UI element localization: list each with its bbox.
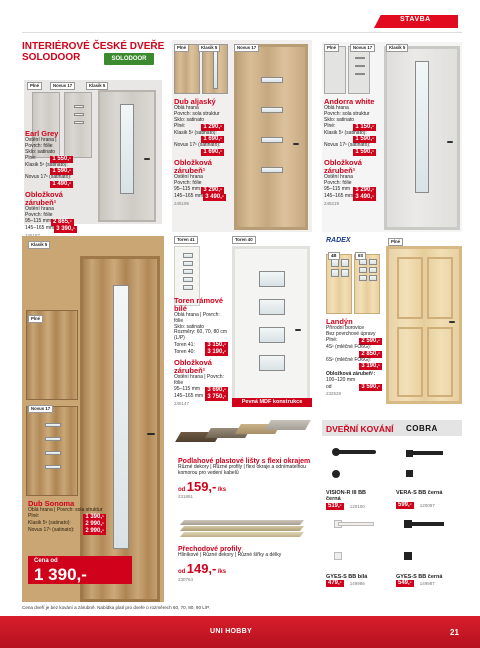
alysky-zar-desc-0: Ostění hrana [174,174,203,181]
alysky-code: 245195 [174,200,190,206]
andorra-door-plne [324,46,346,94]
alysky-zar-title: Obložková zárubeň¹ [174,158,212,176]
alysky-row-0-label: Plné: [174,123,186,130]
sonoma-price-box [28,556,132,584]
cobra-logo: COBRA [406,424,438,433]
landyn-label-1: 6S [355,252,366,260]
landyn-door-4b [326,254,352,314]
kovani-item-2-row [326,580,390,587]
kovani-item-1-price: 599,- [398,502,412,509]
landyn-zar-desc-0: 100–120 mm [326,377,356,384]
sonoma-row-2-price: 2 990,- [85,527,104,534]
alysky-zar-row-0-label: 95–115 mm [174,186,201,193]
profily-price-line [178,561,312,576]
listy-price-line [178,479,312,494]
andorra-row-1-label: Klasik 5¹ (satinato): [324,129,367,136]
andorra-info [324,98,376,206]
alysky-title: Dub aljaský [174,97,216,106]
landyn-row-0-label: Plné: [326,337,338,344]
earl-title: Earl Grey [25,129,59,138]
earl-row-2 [25,181,73,188]
earl-row-0-label: Plné: [25,155,37,162]
alysky-row-2-label: Novus 17¹ (satinato): [174,142,221,149]
page-subtitle: SOLODOOR [22,51,81,63]
andorra-door-klasik [384,46,460,230]
earl-row-0-price: 1 550,- [52,155,71,162]
landyn-row-1-price: 2 850,- [361,350,380,357]
landyn-zar-row-0-price: 3 590,- [361,384,380,391]
alysky-desc-2: Sklo: satinato [174,116,205,123]
andorra-label-0: Plné [324,44,339,52]
landyn-label-2: Plné [388,238,403,246]
toren-zar-title: Obložková zárubeň¹ [174,358,212,376]
landyn-title: Landýn [326,317,353,326]
toren-code: 245147 [174,400,190,406]
sonoma-label-0: Klasik 5 [28,241,50,249]
sonoma-door-plne [26,310,78,400]
toren-zar-desc-0: Ostění hrana | Povrch: fólie [174,373,224,386]
landyn-zar-row-0-label: od [326,383,332,390]
landyn-zar-row-0 [326,384,382,391]
alysky-desc-1: Povrch: sola struktur [174,110,220,117]
kovani-item-1 [396,490,460,509]
listy-desc-0: Různé dekory | Různé profily | flexi okraje a odnímatelnou [178,464,306,471]
alysky-zar-row-1 [174,194,224,201]
landyn-zar-title: Obložková zárubeň¹: [326,371,376,378]
sonoma-info [28,500,106,535]
alysky-row-0-price: 1 290,- [203,123,222,130]
kovani-handle-2 [326,516,386,572]
andorra-zar-row-0-label: 95–115 mm [324,186,351,193]
kovani-item-0-finish: černá [326,496,341,503]
toren-zar-row-0-price: 3 690,- [207,386,226,393]
toren-label-1: Toren 40 [232,236,256,244]
listy-code: 231861 [178,494,194,500]
alysky-label-0: Plné [174,44,189,52]
earl-zar-row-0-price: 2 865,- [53,218,72,225]
kovani-item-3 [396,574,460,587]
kovani-item-3-price: 549,- [398,580,412,587]
solodoor-logo [104,53,154,65]
earl-zar-row-1-label: 145–165 mm [25,225,55,232]
sonoma-title: Dub Sonoma [28,499,75,508]
earl-door-klasik [98,90,156,222]
toren-zar-row-1-price: 3 750,- [207,393,226,400]
category-label: STAVBA [400,16,431,23]
landyn-desc-0: Přírodní borovice [326,324,365,331]
alysky-zar-row-1-label: 145–165 mm [174,193,204,200]
kovani-handle-0 [326,446,386,486]
andorra-row-2 [324,149,376,156]
earl-zar-row-1-price: 3 390,- [56,225,75,232]
listy-price: 159,- [186,479,217,495]
landyn-label-0: 4B [328,252,340,260]
listy-prefix: od [178,487,186,494]
listy-title: Podlahové plastové lišty s flexi okrajem [178,458,311,465]
alysky-zar-desc-1: Povrch: fólie [174,179,202,186]
solodoor-logo-text: SOLODOOR [111,56,147,62]
sonoma-row-1-price: 2 990,- [85,520,104,527]
landyn-code: 232529 [326,391,342,397]
kovani-item-0-row [326,503,390,510]
listy-image [172,414,312,458]
andorra-row-2-label: Novus 17¹ (satinato): [324,142,371,149]
alysky-row-2-price: 1 690,- [203,149,222,156]
sonoma-row-2-label: Novus 17¹ (satinato): [28,527,75,534]
footer-brand: UNI HOBBY [210,628,252,635]
landyn-row-2-price: 3 190,- [361,363,380,370]
kovani-item-1-code: 120097 [419,503,435,509]
kovani-item-2-price: 479,- [328,580,342,587]
profily-price: 149,- [186,561,217,577]
sonoma-row-1-label: Klasik 5¹ (satinato): [28,520,71,527]
andorra-zar-row-0-price: 3 290,- [355,186,374,193]
kovani-item-3-name: GYES-S BB černá [396,574,443,580]
andorra-zar-title: Obložková zárubeň¹ [324,158,362,176]
profily-image [172,512,312,542]
footer-note: Cena dveří je bez kování a zárubně. Nabídka platí pro dveře o rozměrech 60, 70, 80, 90 L/P. [22,605,210,610]
sonoma-row-0-label: Plné: [28,513,40,520]
radex-logo: RADEX [326,237,351,244]
andorra-row-0-label: Plné: [324,123,336,130]
andorra-code: 245219 [324,200,340,206]
earl-row-1-price: 1 590,- [52,168,71,175]
toren-zar-row-1 [174,394,228,401]
toren-label-0: Toren 41 [174,236,198,244]
earl-zar-title: Obložková zárubeň¹ [25,190,63,208]
earl-zar-desc-0: Ostění hrana [25,206,54,213]
earl-row-2-label: Novus 17¹ (satinato): [25,174,72,181]
andorra-label-2: Klasik 5 [386,44,408,52]
alysky-label-1: Klasik 5 [198,44,220,52]
alysky-zar-row-1-price: 3 490,- [205,193,224,200]
kovani-item-0-price: 519,- [328,502,342,509]
profily-info [178,546,312,582]
page-number: 21 [450,628,459,637]
earl-zar-desc-1: Povrch: fólie [25,211,53,218]
toren-zar-row-1-label: 145–165 mm [174,393,204,400]
kovani-handle-3 [396,516,456,572]
sonoma-label-2: Novus 17 [28,405,53,413]
sonoma-cena: 1 390,- [34,565,87,585]
toren-row-0-label: Toren 41: [174,341,195,348]
profily-prefix: od [178,569,186,576]
earl-grey-info [25,130,73,238]
toren-desc-0: Oblá hrana | Povrch: fólie [174,311,220,324]
alysky-row-1-label: Klasik 5¹ (satinato): [174,129,217,136]
kovani-item-1-row [396,502,460,509]
listy-unit: /ks [217,487,227,494]
earl-row-1-label: Klasik 5¹ (satinato): [25,161,68,168]
earl-label-0: Plné [27,82,42,90]
kovani-item-2 [326,574,390,587]
landyn-row-0-price: 2 590,- [361,337,380,344]
profily-unit: /ks [217,569,227,576]
landyn-row-2-label: 6S¹ (mléčné FO6G): [326,356,372,363]
earl-row-2-price: 1 490,- [52,181,71,188]
kovani-item-0-code: 120100 [349,503,365,509]
sonoma-cena-label: Cena od [34,558,58,564]
alysky-row-1-price: 1 690,- [203,136,222,143]
toren-info [174,297,228,406]
sonoma-door-klasik [80,256,160,602]
kovani-item-2-name: GYES-S BB bílá [326,574,368,580]
kovani-item-0-name: VISION-R III BB [326,490,367,496]
dub-alysky-info [174,98,224,206]
earl-desc-1: Sklo: satinato [25,148,56,155]
andorra-desc-2: Sklo: satinato [324,116,355,123]
earl-zar-row-0-label: 95–115 mm [25,218,52,225]
andorra-row-1-price: 1 590,- [355,136,374,143]
toren-door-40 [232,246,310,404]
toren-desc-3: (L/P) [174,335,185,342]
andorra-desc-0: Oblá hrana [324,104,349,111]
kovani-handle-1 [396,446,456,486]
alysky-row-2 [174,149,224,156]
alysky-label-2: Novus 17 [234,44,259,52]
andorra-row-0-price: 1 150,- [355,123,374,130]
landyn-door-plne [386,246,462,404]
andorra-title: Andorra white [324,97,375,106]
sonoma-image [22,236,164,602]
landyn-row-1-label: 4S¹ (mléčné FO6G): [326,343,372,350]
sonoma-row-0-price: 1 390,- [85,513,104,520]
toren-title: Toren rámové bílé [174,296,224,313]
listy-info [178,458,312,500]
toren-row-1 [174,349,228,356]
andorra-zar-row-1-price: 3 490,- [355,193,374,200]
listy-desc-1: komorou pro vedení kabelů [178,470,239,477]
kovani-item-3-code: 149987 [419,581,435,587]
andorra-desc-1: Povrch: sola struktur [324,110,370,117]
earl-zar-row-1 [25,226,73,233]
toren-desc-2: Rozměry: 60, 70, 80 cm [174,329,228,336]
alysky-zar-row-0-price: 3 290,- [203,186,222,193]
sonoma-desc-0: Oblá hrana | Povrch: sola struktur [28,506,103,513]
toren-row-1-price: 3 190,- [207,349,226,356]
earl-desc-0: Ostění hrana | Povrch: fólie [25,136,57,149]
kovani-item-0 [326,490,390,510]
toren-row-0-price: 3 150,- [207,342,226,349]
landyn-info [326,318,382,397]
kovani-item-3-row [396,580,460,587]
profily-code: 230764 [178,576,194,582]
landyn-door-6s [354,254,380,314]
andorra-row-2-price: 1 590,- [355,149,374,156]
andorra-zar-row-1 [324,194,376,201]
andorra-door-novus [348,46,370,94]
toren-row-1-label: Toren 40: [174,348,195,355]
andorra-zar-desc-0: Ostění hrana [324,174,353,181]
andorra-zar-desc-1: Povrch: fólie [324,179,352,186]
andorra-label-1: Novus 17 [350,44,375,52]
sonoma-door-novus [26,406,78,496]
kovani-title: DVEŘNÍ KOVÁNÍ [326,424,394,434]
kovani-item-2-code: 149986 [349,581,365,587]
kovani-item-1-name: VERA-S BB černá [396,490,443,496]
sonoma-label-1: Plné [28,315,43,323]
landyn-row-2 [326,363,382,370]
alysky-desc-0: Oblá hrana [174,104,199,111]
header-rule [22,32,462,33]
profily-desc-0: Hliníkové | Různé dekory | Různé šířky a délky [178,552,282,559]
toren-badge: Pevná MDF konstrukce [232,398,312,407]
sonoma-row-2 [28,528,106,535]
landyn-desc-1: Bez povrchové úpravy [326,330,376,337]
andorra-zar-row-1-label: 145–165 mm [324,193,354,200]
alysky-door-novus [234,44,308,230]
earl-label-2: Klasik 5 [86,82,108,90]
profily-title: Přechodové profily [178,546,242,553]
page-title: INTERIÉROVÉ ČESKÉ DVEŘE [22,41,165,52]
toren-desc-1: Sklo: satinato [174,323,205,330]
earl-label-1: Novus 17 [50,82,75,90]
toren-zar-row-0-label: 95–115 mm [174,386,201,393]
